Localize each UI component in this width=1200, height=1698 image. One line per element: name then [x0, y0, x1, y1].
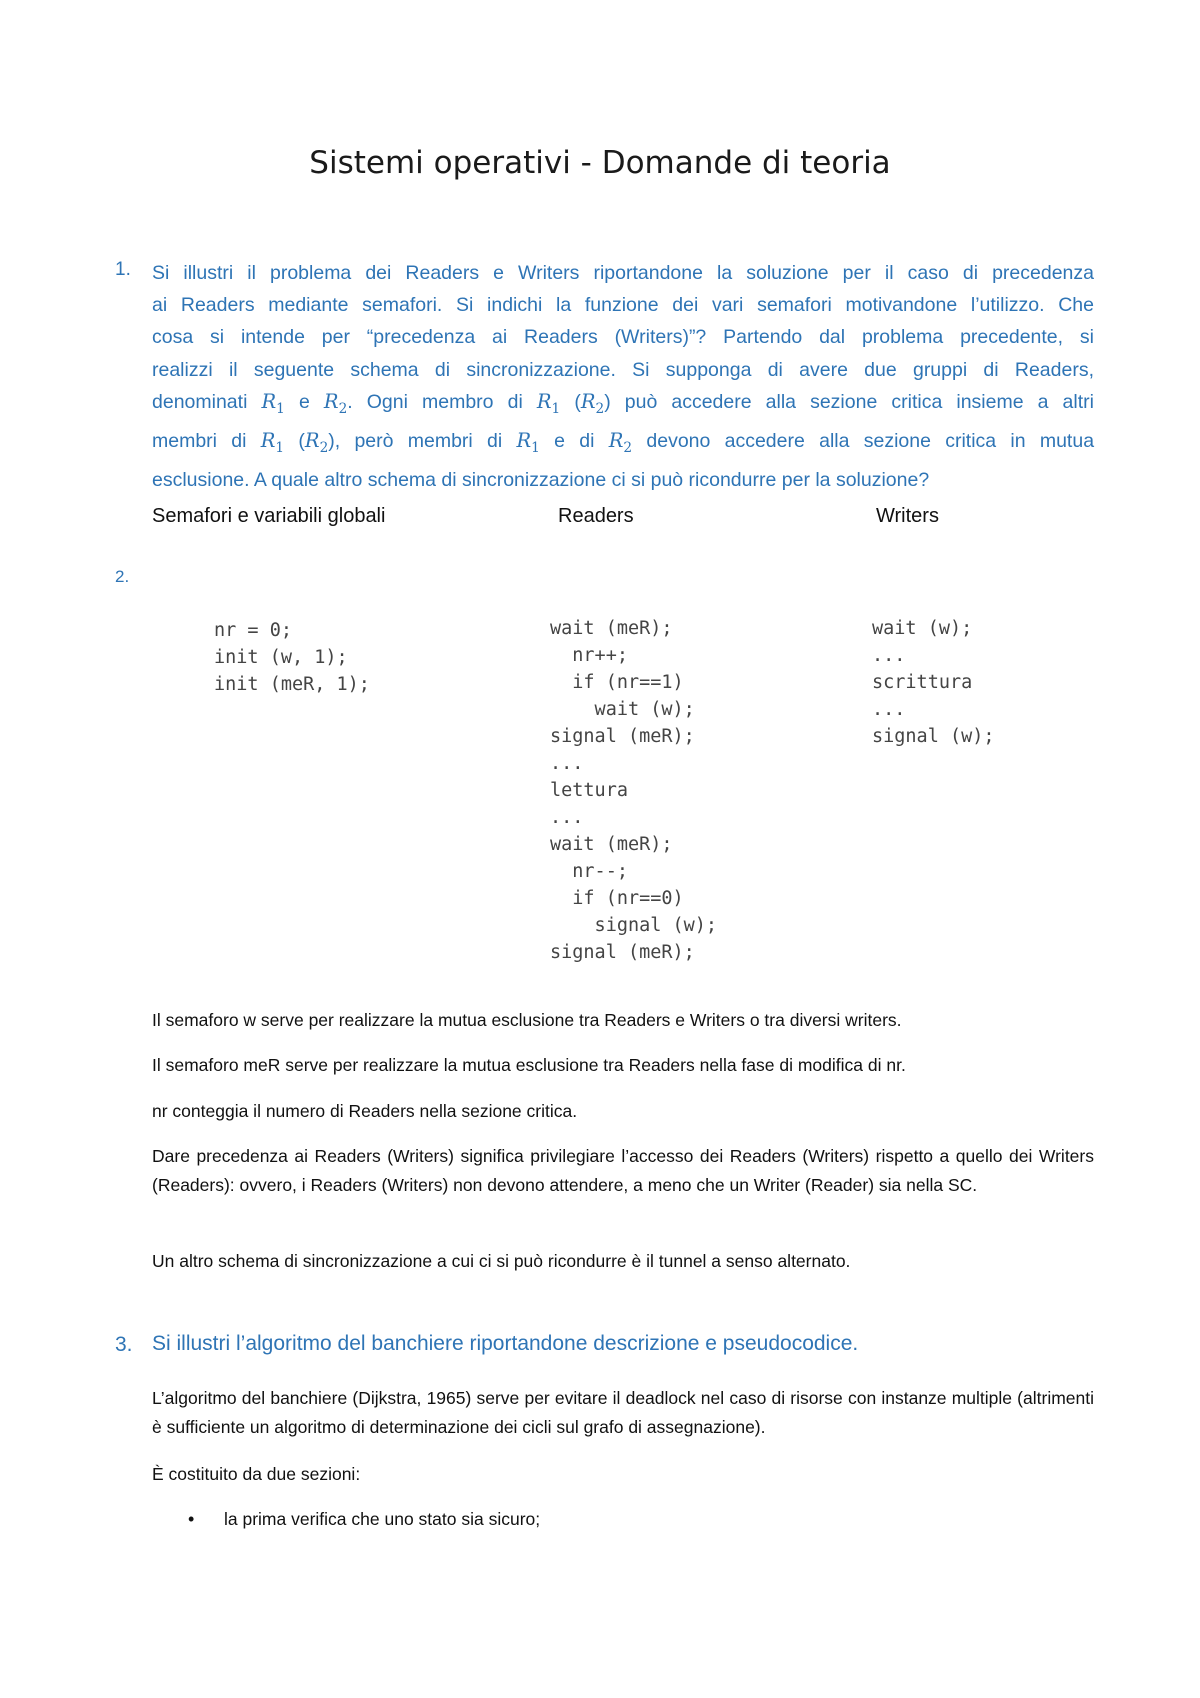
question-1-line-7: esclusione. A quale altro schema di sincronizzazione ci si può ricondurre per la soluzione? [152, 469, 930, 491]
question-3-text: Si illustri l’algoritmo del banchiere riportandone descrizione e pseudocodice. [152, 1332, 859, 1355]
question-3-number: 3. [115, 1333, 133, 1356]
column-header-readers: Readers [558, 505, 634, 527]
math-r2: $R_2$ [580, 389, 605, 417]
bullet-item-1: la prima verifica che uno stato sia sicuro; [224, 1509, 541, 1529]
math-r2: $R_2$ [304, 428, 329, 456]
math-r1: $R_1$ [516, 428, 540, 456]
question-1-line-6: membri di $R_1$ $(R_2)$, però membri di $R_1$ e di $R_2$ devono accedere alla sezione critica in mutua [152, 428, 1095, 456]
math-r1: $R_1$ [261, 389, 285, 417]
question-1-line-3: cosa si intende per “precedenza ai Readers (Writers)”? Partendo dal problema precedente, si [152, 326, 1094, 349]
banker-sections-intro: È costituito da due sezioni: [152, 1464, 361, 1484]
answer-other-scheme: Un altro schema di sincronizzazione a cui ci si può ricondurre è il tunnel a senso alternato. [152, 1251, 851, 1271]
question-1-line-2: ai Readers mediante semafori. Si indichi la funzione dei vari semafori motivandone l’utilizzo. Che [152, 294, 1094, 317]
question-1-number: 1. [115, 259, 131, 280]
answer-semaphore-w: Il semaforo w serve per realizzare la mutua esclusione tra Readers e Writers o tra diversi writers. [152, 1010, 902, 1030]
math-r1: $R_1$ [260, 428, 285, 456]
question-1-line-4: realizzi il seguente schema di sincronizzazione. Si supponga di avere due gruppi di Readers, [152, 358, 1094, 381]
question-1-line-5: denominati $R_1$ e $R_2$. Ogni membro di $R_1$ $(R_2)$ può accedere alla sezione critica insieme a altri [152, 389, 1094, 417]
question-1-line-1: Si illustri il problema dei Readers e Writers riportandone la soluzione per il caso di precedenza [152, 262, 1094, 284]
code-readers: wait (meR); nr++; if (nr==1) wait (w); signal (meR); ... lettura ... wait (meR); nr--; if (nr==0) signal (w); signal (meR); [550, 618, 718, 963]
question-1-text [152, 257, 1094, 496]
question-2-number: 2. [115, 567, 130, 586]
answer-semaphore-mer: Il semaforo meR serve per realizzare la mutua esclusione tra Readers nella fase di modifica di nr. [152, 1055, 906, 1075]
math-r1: $R_1$ [536, 389, 561, 417]
banker-description: L’algoritmo del banchiere (Dijkstra, 1965) serve per evitare il deadlock nel caso di risorse con instanze multiple (altrimenti è sufficiente un algoritmo di determinazione dei cicli sul grafo di assegnazione). [152, 1388, 1094, 1437]
code-writers: wait (w); ... scrittura ... signal (w); [872, 618, 995, 747]
bullet-icon: • [188, 1509, 195, 1529]
answer-nr-counter: nr conteggia il numero di Readers nella sezione critica. [152, 1101, 578, 1121]
column-header-writers: Writers [876, 505, 939, 527]
code-globals: nr = 0; init (w, 1); init (meR, 1); [214, 620, 370, 695]
math-r2: $R_2$ [323, 389, 348, 417]
math-r2: $R_2$ [608, 428, 633, 456]
answer-precedence: Dare precedenza ai Readers (Writers) significa privilegiare l’accesso dei Readers (Writers) rispetto a quello dei Writers (Readers): ovvero, i Readers (Writers) non devono attendere, a meno che un Writer (Reader) sia nella SC. [152, 1146, 1094, 1195]
column-header-globals: Semafori e variabili globali [152, 505, 386, 527]
document-title: Sistemi operativi - Domande di teoria [309, 145, 891, 181]
